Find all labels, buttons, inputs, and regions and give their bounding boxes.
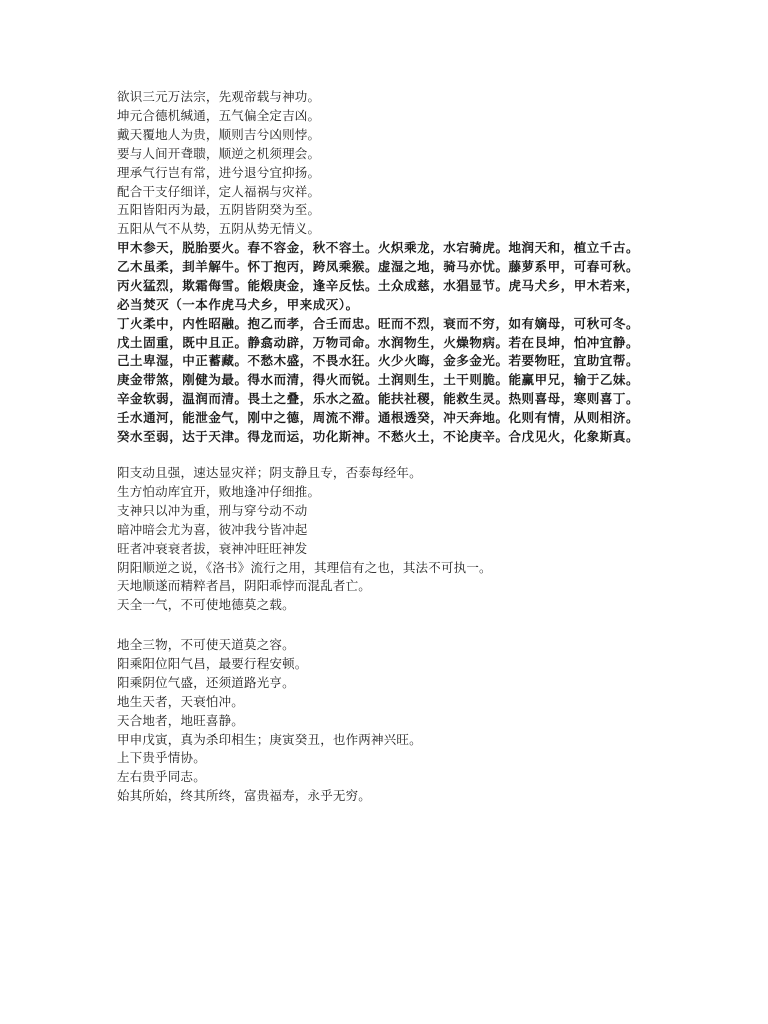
verse-block-ten-stems	[117, 239, 677, 447]
verse-block-closing	[117, 636, 677, 806]
verse-block-intro	[117, 88, 677, 239]
verse-line: 甲木参天，脱胎要火。春不容金，秋不容土。火炽乘龙，水宕骑虎。地润天和，植立千古。	[117, 240, 640, 255]
verse-line: 甲申戊寅，真为杀印相生；庚寅癸丑，也作两神兴旺。	[117, 731, 422, 747]
verse-line: 己土卑湿，中正蓄藏。不愁木盛，不畏水狂。火少火晦，金多金光。若要物旺，宜助宜帮。	[117, 353, 640, 369]
verse-line: 天全一气，不可使地德莫之载。	[117, 597, 295, 613]
verse-line: 庚金带煞，刚健为最。得水而清，得火而锐。土润则生，土干则脆。能赢甲兄，输于乙妹。	[117, 372, 640, 388]
verse-line: 配合干支仔细详，定人福祸与灾祥。	[117, 183, 321, 199]
verse-line: 癸水至弱，达于天津。得龙而运，功化斯神。不愁火土，不论庚辛。合戊见火，化象斯真。	[117, 429, 640, 445]
verse-line: 丙火猛烈，欺霜侮雪。能煅庚金，逢辛反怯。土众成慈，水猖显节。虎马犬乡，甲木若来，	[117, 277, 640, 293]
verse-line: 暗冲暗会尤为喜，彼冲我兮皆冲起	[117, 521, 308, 537]
verse-line: 始其所始，终其所终，富贵福寿，永乎无穷。	[117, 788, 372, 804]
verse-line: 阳乘阳位阳气昌，最要行程安顿。	[117, 655, 308, 671]
verse-line: 必当焚灭（一本作虎马犬乡，甲来成灭）。	[117, 296, 359, 312]
verse-line: 地全三物，不可使天道莫之容。	[117, 637, 295, 652]
verse-line: 欲识三元万法宗，先观帝载与神功。	[117, 89, 321, 104]
verse-line: 阳乘阴位气盛，还须道路光亨。	[117, 674, 295, 690]
verse-line: 理承气行岂有常，进兮退兮宜抑扬。	[117, 164, 321, 180]
verse-block-branches	[117, 464, 677, 615]
verse-line: 支神只以冲为重，刑与穿兮动不动	[117, 502, 308, 518]
verse-line: 戊土固重，既中且正。静翕动辟，万物司命。水润物生，火燥物病。若在艮坤，怕冲宜静。	[117, 334, 640, 350]
verse-line: 天地顺遂而精粹者昌，阴阳乖悖而混乱者亡。	[117, 578, 372, 594]
verse-line: 五阳皆阳丙为最，五阴皆阴癸为至。	[117, 202, 321, 218]
verse-line: 阳支动且强，速达显灾祥；阴支静且专，否泰每经年。	[117, 465, 422, 480]
verse-line: 上下贵乎情协。	[117, 750, 206, 766]
verse-line: 地生天者，天衰怕冲。	[117, 693, 245, 709]
verse-line: 壬水通河，能泄金气，刚中之德，周流不滞。通根透癸，冲天奔地。化则有情，从则相济。	[117, 410, 640, 426]
verse-line: 坤元合德机缄通，五气偏全定吉凶。	[117, 107, 321, 123]
verse-line: 左右贵乎同志。	[117, 769, 206, 785]
verse-line: 辛金软弱，温润而清。畏土之叠，乐水之盈。能扶社稷，能救生灵。热则喜母，寒则喜丁。	[117, 391, 640, 407]
verse-line: 要与人间开聋聩，顺逆之机须理会。	[117, 145, 321, 161]
verse-line: 天合地者，地旺喜静。	[117, 712, 245, 728]
verse-line: 戴天覆地人为贵，顺则吉兮凶则悖。	[117, 126, 321, 142]
verse-line: 五阳从气不从势，五阴从势无情义。	[117, 221, 321, 237]
verse-line: 乙木虽柔，刲羊解牛。怀丁抱丙，跨凤乘猴。虚湿之地，骑马亦忧。藤萝系甲，可春可秋。	[117, 258, 640, 274]
verse-line: 生方怕动库宜开，败地逢冲仔细推。	[117, 483, 321, 499]
verse-line: 丁火柔中，内性昭融。抱乙而孝，合壬而忠。旺而不烈，衰而不穷，如有嫡母，可秋可冬。	[117, 315, 640, 331]
verse-line: 旺者冲衰衰者拔，衰神冲旺旺神发	[117, 540, 308, 556]
verse-line: 阴阳顺逆之说，《洛书》流行之用，其理信有之也，其法不可执一。	[117, 559, 492, 575]
